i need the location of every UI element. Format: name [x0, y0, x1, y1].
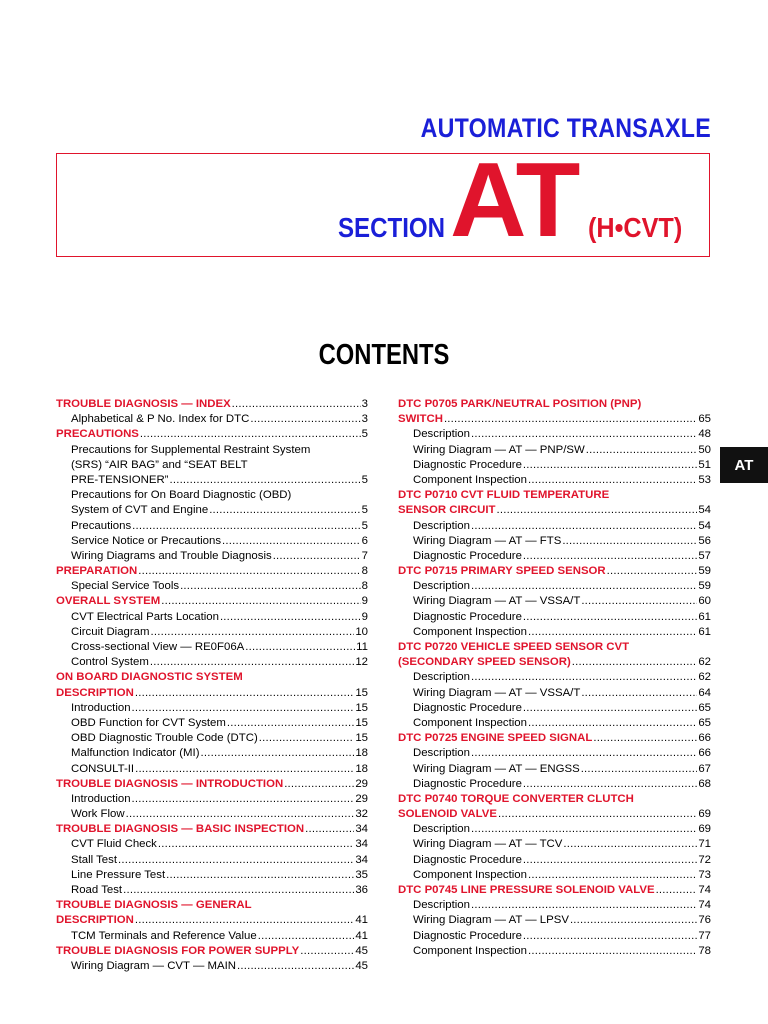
toc-dot-leader: [528, 716, 697, 731]
toc-page-number: 61: [698, 625, 711, 638]
toc-entry[interactable]: [398, 701, 711, 716]
toc-entry-title: DESCRIPTION: [56, 686, 134, 699]
toc-dot-leader: [180, 579, 361, 594]
toc-entry[interactable]: [398, 579, 711, 594]
toc-page-number: 3: [361, 413, 368, 426]
toc-dot-leader: [132, 792, 355, 807]
toc-entry-title: Diagnostic Procedure: [413, 549, 522, 562]
toc-dot-leader: [444, 412, 697, 427]
toc-entry-title: TROUBLE DIAGNOSIS — INTRODUCTION: [56, 777, 284, 790]
toc-page-number: 48: [698, 428, 711, 441]
toc-page-number: 69: [698, 808, 711, 821]
toc-dot-leader: [209, 503, 360, 518]
toc-entry-title: Alphabetical & P No. Index for DTC: [71, 413, 250, 426]
toc-dot-leader: [158, 837, 354, 852]
toc-entry-title: Introduction: [71, 701, 131, 714]
toc-entry-title: DTC P0705 PARK/NEUTRAL POSITION (PNP): [398, 398, 642, 410]
toc-heading-entry[interactable]: [56, 686, 368, 701]
toc-page-number: 45: [355, 944, 368, 957]
toc-entry-title: Precautions: [71, 519, 132, 532]
toc-entry-title: SENSOR CIRCUIT: [398, 504, 496, 517]
toc-page-number: 65: [698, 716, 711, 729]
toc-entry-title: Component Inspection: [413, 944, 527, 957]
toc-page-number: 35: [355, 868, 368, 881]
toc-page-number: 56: [698, 534, 711, 547]
toc-heading-entry[interactable]: [56, 670, 368, 685]
toc-dot-leader: [123, 883, 354, 898]
toc-entry[interactable]: [56, 519, 368, 534]
toc-entry[interactable]: [398, 898, 711, 913]
toc-dot-leader: [581, 762, 698, 777]
toc-dot-leader: [528, 868, 697, 883]
toc-entry[interactable]: [56, 792, 368, 807]
toc-entry-title: Description: [413, 747, 470, 760]
toc-dot-leader: [300, 944, 354, 959]
toc-entry[interactable]: [56, 412, 368, 427]
section-code: AT: [450, 141, 578, 259]
toc-entry[interactable]: [398, 868, 711, 883]
toc-dot-leader: [284, 777, 354, 792]
toc-dot-leader: [572, 655, 698, 670]
toc-entry[interactable]: [398, 610, 711, 625]
section-tab[interactable]: AT: [720, 447, 768, 483]
toc-dot-leader: [150, 655, 354, 670]
toc-page-number: 32: [355, 808, 368, 821]
toc-entry-title: PREPARATION: [56, 565, 138, 578]
toc-page-number: 59: [698, 580, 711, 593]
toc-entry[interactable]: [56, 959, 368, 974]
toc-entry-title: Malfunction Indicator (MI): [71, 747, 200, 760]
toc-dot-leader: [471, 670, 697, 685]
toc-entry[interactable]: [56, 549, 368, 564]
toc-entry-title: Diagnostic Procedure: [413, 853, 522, 866]
toc-entry-title: Wiring Diagrams and Trouble Diagnosis: [71, 549, 272, 562]
toc-entry[interactable]: [398, 625, 711, 640]
toc-dot-leader: [237, 959, 354, 974]
toc-dot-leader: [222, 534, 361, 549]
toc-dot-leader: [523, 853, 697, 868]
toc-dot-leader: [166, 868, 354, 883]
toc-entry-title: Description: [413, 671, 470, 684]
section-label: SECTION: [338, 212, 446, 243]
toc-page-number: 36: [355, 884, 368, 896]
toc-dot-leader: [259, 731, 355, 746]
toc-entry-title: Precautions for Supplemental Restraint System: [71, 443, 311, 456]
toc-page-number: 34: [355, 838, 368, 851]
toc-entry-title: Wiring Diagram — AT — VSSA/T: [413, 595, 581, 608]
toc-entry[interactable]: [56, 701, 368, 716]
toc-dot-leader: [273, 549, 361, 564]
toc-page-number: 73: [698, 868, 711, 881]
toc-heading-entry[interactable]: [56, 594, 368, 609]
toc-entry-title: Control System: [71, 656, 149, 669]
toc-dot-leader: [570, 913, 697, 928]
toc-dot-leader: [201, 746, 355, 761]
toc-dot-leader: [471, 579, 697, 594]
toc-heading-entry[interactable]: [56, 913, 368, 928]
toc-page-number: 5: [361, 519, 368, 532]
toc-heading-entry[interactable]: [398, 731, 711, 746]
toc-page-number: 59: [698, 565, 711, 578]
toc-dot-leader: [305, 822, 354, 837]
toc-page-number: 71: [698, 838, 711, 851]
toc-entry-title: Line Pressure Test: [71, 868, 166, 881]
toc-entry-title: Component Inspection: [413, 868, 527, 881]
toc-entry-title: DESCRIPTION: [56, 914, 134, 927]
toc-entry-title: Stall Test: [71, 853, 118, 866]
toc-dot-leader: [138, 564, 360, 579]
toc-entry[interactable]: [56, 746, 368, 761]
toc-entry-title: Diagnostic Procedure: [413, 610, 522, 623]
toc-entry[interactable]: [398, 686, 711, 701]
toc-page-number: 66: [698, 747, 711, 760]
toc-dot-leader: [607, 564, 698, 579]
toc-entry-title: OBD Function for CVT System: [71, 716, 226, 729]
toc-page-number: 29: [355, 792, 368, 805]
toc-entry[interactable]: [56, 762, 368, 777]
toc-entry[interactable]: [398, 822, 711, 837]
toc-entry[interactable]: [398, 746, 711, 761]
toc-entry[interactable]: [398, 716, 711, 731]
toc-entry-title: Component Inspection: [413, 473, 527, 486]
toc-heading-entry[interactable]: [398, 883, 711, 898]
toc-page-number: 34: [355, 823, 368, 836]
toc-page-number: 61: [698, 610, 711, 623]
toc-entry-title: Diagnostic Procedure: [413, 701, 522, 714]
toc-entry-title: TROUBLE DIAGNOSIS — BASIC INSPECTION: [56, 823, 305, 836]
toc-dot-leader: [132, 519, 361, 534]
toc-entry[interactable]: [56, 837, 368, 852]
toc-page-number: 6: [361, 534, 368, 547]
toc-right-column: [398, 397, 711, 959]
toc-page-number: 45: [355, 959, 368, 972]
toc-entry-title: Description: [413, 823, 470, 836]
toc-dot-leader: [656, 883, 698, 898]
toc-entry-title: Component Inspection: [413, 625, 527, 638]
toc-page-number: 60: [698, 595, 711, 608]
toc-page-number: 5: [361, 428, 368, 441]
toc-entry[interactable]: [398, 473, 711, 488]
toc-page-number: 67: [698, 762, 711, 775]
toc-entry-title: Wiring Diagram — AT — VSSA/T: [413, 686, 581, 699]
toc-entry-title: TROUBLE DIAGNOSIS — GENERAL: [56, 899, 252, 912]
toc-dot-leader: [135, 762, 354, 777]
toc-entry-title: DTC P0745 LINE PRESSURE SOLENOID VALVE: [398, 884, 655, 896]
toc-heading-entry[interactable]: [398, 655, 711, 670]
toc-entry-title: Diagnostic Procedure: [413, 777, 522, 790]
toc-entry[interactable]: [56, 534, 368, 549]
toc-page-number: 7: [361, 549, 368, 562]
toc-page-number: 15: [355, 686, 368, 699]
toc-page-number: 62: [698, 656, 711, 669]
toc-dot-leader: [140, 427, 361, 442]
toc-dot-leader: [523, 929, 697, 944]
toc-page-number: 53: [698, 473, 711, 486]
toc-entry-title: Work Flow: [71, 808, 125, 821]
toc-entry[interactable]: [398, 670, 711, 685]
toc-entry-title: Wiring Diagram — AT — PNP/SW: [413, 443, 585, 456]
toc-heading-entry[interactable]: [398, 792, 711, 807]
toc-heading-entry[interactable]: [56, 397, 368, 412]
toc-page-number: 50: [698, 443, 711, 456]
toc-entry[interactable]: [56, 716, 368, 731]
toc-page-number: 15: [355, 732, 368, 745]
toc-page-number: 62: [698, 671, 711, 684]
toc-entry-title: Precautions for On Board Diagnostic (OBD): [71, 489, 292, 502]
toc-dot-leader: [471, 427, 697, 442]
toc-dot-leader: [161, 594, 360, 609]
toc-heading-entry[interactable]: [56, 777, 368, 792]
toc-dot-leader: [523, 610, 697, 625]
toc-page-number: 54: [698, 504, 711, 517]
toc-page-number: 8: [361, 565, 368, 578]
toc-entry-title: ON BOARD DIAGNOSTIC SYSTEM: [56, 671, 243, 684]
toc-entry-title: DTC P0725 ENGINE SPEED SIGNAL: [398, 732, 593, 745]
toc-dot-leader: [126, 807, 355, 822]
toc-page-number: 5: [361, 504, 368, 517]
toc-dot-leader: [471, 519, 697, 534]
toc-entry-title: (SRS) “AIR BAG” and “SEAT BELT: [71, 458, 248, 471]
toc-page-number: 76: [698, 914, 711, 927]
toc-page-number: 65: [698, 413, 711, 426]
toc-entry[interactable]: [56, 458, 368, 473]
toc-dot-leader: [528, 944, 697, 959]
toc-entry[interactable]: [398, 534, 711, 549]
toc-entry-title: Cross-sectional View — RE0F06A: [71, 641, 245, 653]
toc-page-number: 11: [356, 641, 368, 653]
toc-dot-leader: [118, 853, 354, 868]
toc-entry-title: CVT Electrical Parts Location: [71, 610, 219, 623]
toc-entry-title: PRE-TENSIONER”: [71, 473, 169, 486]
toc-heading-entry[interactable]: [398, 807, 711, 822]
toc-entry-title: Component Inspection: [413, 716, 527, 729]
toc-entry-title: Wiring Diagram — AT — LPSV: [413, 914, 569, 927]
toc-dot-leader: [523, 701, 697, 716]
toc-dot-leader: [586, 443, 698, 458]
toc-entry-title: Road Test: [71, 884, 123, 896]
toc-entry[interactable]: [56, 610, 368, 625]
toc-entry[interactable]: [398, 929, 711, 944]
toc-page-number: 51: [698, 458, 711, 471]
toc-dot-leader: [581, 686, 697, 701]
toc-page-number: 18: [355, 747, 368, 760]
toc-entry-title: Service Notice or Precautions: [71, 534, 222, 547]
toc-page-number: 66: [698, 732, 711, 745]
toc-entry[interactable]: [56, 929, 368, 944]
toc-entry[interactable]: [398, 549, 711, 564]
toc-entry[interactable]: [56, 883, 368, 898]
toc-dot-leader: [528, 625, 697, 640]
toc-entry-title: DTC P0740 TORQUE CONVERTER CLUTCH: [398, 792, 634, 805]
toc-heading-entry[interactable]: [398, 503, 711, 518]
toc-entry-title: Diagnostic Procedure: [413, 458, 522, 471]
toc-page-number: 18: [355, 762, 368, 775]
toc-entry[interactable]: [56, 579, 368, 594]
section-suffix: (H•CVT): [588, 212, 683, 243]
toc-heading-entry[interactable]: [398, 488, 711, 503]
toc-entry[interactable]: [56, 443, 368, 458]
toc-entry-title: CVT Fluid Check: [71, 838, 157, 851]
toc-entry[interactable]: [56, 625, 368, 640]
toc-dot-leader: [471, 822, 697, 837]
toc-entry[interactable]: [56, 731, 368, 746]
toc-page-number: 9: [361, 610, 368, 623]
toc-page-number: 54: [698, 519, 711, 532]
toc-entry[interactable]: [398, 777, 711, 792]
toc-dot-leader: [523, 777, 697, 792]
toc-page-number: 41: [355, 929, 368, 942]
toc-entry-title: SWITCH: [398, 413, 443, 426]
toc-entry-title: (SECONDARY SPEED SENSOR): [398, 656, 571, 669]
toc-entry-title: SOLENOID VALVE: [398, 808, 497, 821]
toc-page-number: 68: [698, 777, 711, 790]
toc-page-number: 8: [361, 580, 368, 593]
toc-dot-leader: [523, 549, 697, 564]
toc-dot-leader: [258, 929, 355, 944]
toc-page-number: 15: [355, 701, 368, 714]
toc-dot-leader: [498, 807, 697, 822]
toc-page-number: 34: [355, 853, 368, 866]
toc-dot-leader: [581, 594, 697, 609]
toc-page-number: 72: [698, 853, 711, 866]
toc-entry[interactable]: [398, 458, 711, 473]
toc-entry-title: DTC P0720 VEHICLE SPEED SENSOR CVT: [398, 641, 630, 653]
toc-entry-title: DTC P0710 CVT FLUID TEMPERATURE: [398, 489, 610, 502]
toc-dot-leader: [562, 534, 697, 549]
toc-dot-leader: [169, 473, 360, 488]
toc-entry[interactable]: [56, 853, 368, 868]
toc-dot-leader: [232, 397, 361, 412]
toc-entry[interactable]: [398, 427, 711, 442]
toc-dot-leader: [523, 458, 697, 473]
toc-entry-title: TROUBLE DIAGNOSIS FOR POWER SUPPLY: [56, 944, 300, 957]
toc-entry-title: Wiring Diagram — AT — ENGSS: [413, 762, 580, 775]
toc-heading-entry[interactable]: [56, 427, 368, 442]
toc-dot-leader: [135, 686, 354, 701]
toc-dot-leader: [593, 731, 697, 746]
toc-page-number: 64: [698, 686, 711, 699]
toc-entry[interactable]: [398, 443, 711, 458]
toc-page-number: 5: [361, 473, 368, 486]
toc-heading-entry[interactable]: [56, 898, 368, 913]
toc-dot-leader: [471, 746, 697, 761]
toc-dot-leader: [245, 640, 355, 655]
toc-entry-title: Diagnostic Procedure: [413, 929, 522, 942]
toc-entry-title: DTC P0715 PRIMARY SPEED SENSOR: [398, 565, 606, 578]
toc-page-number: 57: [698, 549, 711, 562]
toc-entry-title: OBD Diagnostic Trouble Code (DTC): [71, 732, 258, 745]
toc-page-number: 9: [361, 595, 368, 608]
toc-entry[interactable]: [56, 807, 368, 822]
toc-page-number: 74: [698, 884, 711, 896]
toc-entry[interactable]: [398, 944, 711, 959]
toc-entry-title: TCM Terminals and Reference Value: [71, 929, 257, 942]
toc-page-number: 69: [698, 823, 711, 836]
toc-dot-leader: [563, 837, 697, 852]
toc-entry[interactable]: [398, 837, 711, 852]
toc-dot-leader: [250, 412, 360, 427]
toc-dot-leader: [135, 913, 354, 928]
toc-left-column: [56, 397, 368, 974]
toc-entry-title: Wiring Diagram — AT — FTS: [413, 534, 562, 547]
toc-entry-title: PRECAUTIONS: [56, 428, 139, 441]
toc-page-number: 12: [355, 656, 368, 669]
toc-entry-title: System of CVT and Engine: [71, 504, 209, 517]
toc-entry[interactable]: [56, 640, 368, 655]
toc-entry-title: Introduction: [71, 792, 131, 805]
toc-entry[interactable]: [398, 913, 711, 928]
toc-entry[interactable]: [398, 594, 711, 609]
toc-entry-title: Description: [413, 428, 470, 441]
toc-heading-entry[interactable]: [398, 640, 711, 655]
toc-entry[interactable]: [56, 473, 368, 488]
toc-entry-title: Circuit Diagram: [71, 625, 150, 638]
toc-page-number: 10: [355, 625, 368, 638]
toc-dot-leader: [150, 625, 354, 640]
toc-entry[interactable]: [56, 488, 368, 503]
toc-entry-title: Description: [413, 580, 470, 593]
toc-heading-entry[interactable]: [398, 564, 711, 579]
toc-heading-entry[interactable]: [56, 564, 368, 579]
toc-page-number: 78: [698, 944, 711, 957]
toc-dot-leader: [132, 701, 355, 716]
toc-entry-title: OVERALL SYSTEM: [56, 595, 161, 608]
toc-dot-leader: [471, 898, 697, 913]
toc-entry[interactable]: [56, 868, 368, 883]
toc-page-number: 65: [698, 701, 711, 714]
toc-page-number: 41: [355, 914, 368, 927]
contents-heading: CONTENTS: [318, 339, 450, 371]
toc-entry-title: Description: [413, 899, 470, 912]
toc-entry[interactable]: [56, 655, 368, 670]
toc-entry[interactable]: [398, 519, 711, 534]
toc-page-number: 29: [355, 777, 368, 790]
toc-entry-title: Description: [413, 519, 470, 532]
toc-heading-entry[interactable]: [56, 944, 368, 959]
toc-dot-leader: [227, 716, 354, 731]
toc-dot-leader: [220, 610, 361, 625]
toc-heading-entry[interactable]: [398, 412, 711, 427]
toc-entry-title: Wiring Diagram — CVT — MAIN: [71, 959, 236, 972]
toc-entry[interactable]: [398, 853, 711, 868]
toc-page-number: 15: [355, 716, 368, 729]
toc-page-number: 3: [361, 398, 368, 410]
toc-entry-title: Special Service Tools: [71, 580, 180, 593]
toc-entry-title: Wiring Diagram — AT — TCV: [413, 838, 563, 851]
document-title: AUTOMATIC TRANSAXLE: [420, 113, 711, 143]
toc-entry-title: TROUBLE DIAGNOSIS — INDEX: [56, 398, 231, 410]
toc-heading-entry[interactable]: [398, 397, 711, 412]
toc-dot-leader: [496, 503, 697, 518]
toc-entry[interactable]: [56, 503, 368, 518]
toc-dot-leader: [528, 473, 697, 488]
toc-page-number: 77: [698, 929, 711, 942]
toc-entry[interactable]: [398, 762, 711, 777]
toc-entry-title: CONSULT-II: [71, 762, 135, 775]
toc-heading-entry[interactable]: [56, 822, 368, 837]
toc-page-number: 74: [698, 899, 711, 912]
